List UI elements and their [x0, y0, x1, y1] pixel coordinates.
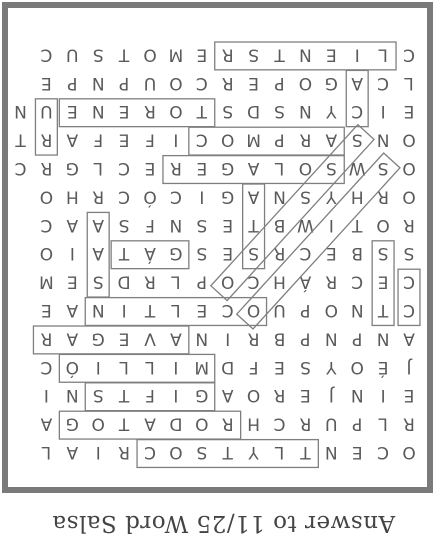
grid-letter: S [377, 243, 389, 264]
grid-letter: P [300, 300, 311, 320]
grid-letter: L [119, 356, 129, 377]
grid-letter: A [66, 129, 79, 150]
grid-letter: E [222, 214, 234, 235]
grid-letter: O [39, 243, 54, 264]
grid-letter: P [196, 271, 207, 292]
grid-letter: L [41, 442, 52, 462]
grid-letter: A [144, 413, 156, 434]
grid-letter: S [300, 356, 311, 377]
grid-letter: O [39, 186, 54, 207]
grid-letter: U [66, 44, 79, 65]
grid-letter: R [221, 44, 234, 65]
grid-letter: F [145, 129, 155, 150]
grid-letter: E [144, 158, 156, 178]
grid-letter: R [118, 442, 131, 462]
grid-letter: E [222, 243, 234, 264]
grid-letter: P [67, 72, 78, 93]
grid-letter: R [92, 186, 105, 207]
grid-letter: O [402, 186, 416, 207]
grid-letter: E [325, 243, 337, 264]
grid-letter: A [66, 442, 79, 462]
grid-letter: O [246, 300, 261, 320]
grid-letter: R [169, 158, 182, 178]
grid-letter: A [247, 186, 260, 207]
grid-letter: S [325, 158, 337, 178]
grid-letter: A [351, 72, 364, 93]
found-word-box [33, 326, 188, 354]
grid-letter: R [40, 328, 53, 349]
grid-letter: N [350, 300, 364, 320]
grid-letter: I [121, 300, 127, 320]
grid-letter: D [117, 271, 131, 292]
grid-letter: H [247, 413, 260, 434]
grid-letter: D [221, 356, 235, 377]
grid-letter: O [402, 442, 416, 462]
grid-letter: C [40, 214, 53, 235]
grid-letter: L [145, 356, 155, 377]
grid-letter: H [65, 186, 79, 207]
grid-letter: V [144, 328, 156, 349]
grid-letter: A [66, 214, 79, 235]
grid-letter: E [403, 101, 415, 122]
grid-letter: A [325, 129, 338, 150]
grid-letter: I [95, 356, 101, 377]
grid-letter: T [118, 243, 130, 264]
grid-letter: C [118, 186, 131, 207]
grid-letter: U [40, 101, 53, 122]
grid-letter: C [377, 442, 390, 462]
grid-letter: E [300, 385, 311, 406]
grid-letter: W [348, 158, 366, 178]
grid-letter: F [145, 385, 155, 406]
grid-letter: C [195, 129, 208, 150]
grid-letter: T [248, 214, 259, 235]
grid-letter: T [118, 385, 130, 406]
grid-letter: G [65, 158, 79, 178]
grid-letter: C [40, 44, 53, 65]
grid-letter: R [403, 413, 415, 434]
grid-letter: E [377, 271, 389, 292]
found-word-box [59, 99, 214, 127]
grid-letter: N [91, 72, 105, 93]
grid-letter: P [274, 72, 285, 93]
grid-letter: N [91, 101, 105, 122]
grid-letter: S [351, 129, 363, 150]
grid-letter: E [403, 385, 415, 406]
grid-letter: Y [326, 356, 337, 377]
grid-letter: N [324, 442, 338, 462]
grid-letter: I [380, 385, 386, 406]
grid-letter: G [91, 328, 105, 349]
grid-letter: E [196, 158, 208, 178]
grid-letter: Á [144, 243, 156, 264]
grid-letter: B [273, 328, 286, 349]
grid-letter: P [118, 72, 130, 93]
grid-letter: E [66, 101, 78, 122]
grid-letter: L [378, 44, 388, 65]
grid-letter: C [299, 243, 312, 264]
grid-letter: F [145, 214, 155, 235]
grid-letter: R [144, 271, 156, 292]
grid-letter: E [41, 72, 52, 93]
grid-letter: G [221, 186, 235, 207]
grid-letter: G [221, 158, 235, 178]
grid-letter: N [273, 186, 286, 207]
grid-letter: C [195, 72, 208, 93]
grid-letter: E [196, 300, 208, 320]
grid-letter: C [377, 72, 390, 93]
grid-letter: N [350, 385, 364, 406]
grid-letter: C [403, 271, 415, 292]
found-word-box-diagonal [211, 125, 374, 301]
grid-letter: É [377, 356, 389, 377]
grid-letter: S [196, 442, 208, 462]
grid-letter: O [298, 158, 313, 178]
grid-letter: R [325, 271, 338, 292]
grid-letter: T [222, 442, 233, 462]
grid-letter: E [118, 129, 130, 150]
grid-letter: O [376, 214, 390, 235]
grid-letter: R [144, 101, 156, 122]
grid-letter: L [404, 72, 414, 93]
grid-letter: N [14, 101, 27, 122]
grid-letter: A [170, 328, 182, 349]
grid-letter: C [247, 271, 260, 292]
grid-letter: O [195, 413, 209, 434]
grid-letter: R [40, 158, 53, 178]
grid-letter: T [118, 413, 130, 434]
grid-letter: T [377, 300, 389, 320]
grid-letter: W [296, 214, 314, 235]
grid-letter: B [273, 214, 286, 235]
grid-letter: S [196, 214, 208, 235]
grid-letter: S [92, 271, 104, 292]
grid-letter: I [199, 186, 205, 207]
grid-letter: S [377, 158, 389, 178]
grid-letter: P [352, 328, 363, 349]
grid-letter: S [274, 101, 285, 122]
grid-letter: R [403, 214, 415, 235]
grid-letter: I [328, 214, 334, 235]
grid-letter: C [169, 186, 182, 207]
grid-letter: O [298, 72, 313, 93]
grid-letter: F [248, 356, 259, 377]
grid-letter: L [171, 300, 181, 320]
grid-letter: O [169, 101, 183, 122]
grid-letter: O [143, 44, 157, 65]
grid-letter: L [171, 271, 181, 292]
grid-letter: A [403, 328, 415, 349]
grid-letter: O [169, 72, 183, 93]
grid-letter: S [92, 44, 104, 65]
grid-letter: S [300, 186, 311, 207]
grid-letter: C [403, 300, 415, 320]
grid-letter: S [118, 214, 130, 235]
grid-letter: C [351, 101, 364, 122]
grid-letter: N [299, 101, 312, 122]
grid-letter: I [69, 243, 75, 264]
grid-letter: R [221, 72, 234, 93]
grid-letter: U [143, 72, 157, 93]
grid-letter: G [169, 243, 183, 264]
grid-letter: N [376, 129, 390, 150]
grid-letter: T [196, 101, 207, 122]
grid-letter: T [144, 300, 156, 320]
grid-letter: A [221, 385, 234, 406]
grid-letter: S [248, 243, 259, 264]
grid-letter: S [92, 385, 104, 406]
grid-letter: E [248, 72, 259, 93]
found-word-box [59, 354, 214, 382]
grid-letter: E [196, 44, 208, 65]
grid-letter: O [221, 271, 235, 292]
grid-letter: N [65, 385, 79, 406]
grid-letter: A [247, 158, 260, 178]
grid-letter: I [95, 442, 101, 462]
grid-letter: P [274, 129, 285, 150]
grid-letter: C [144, 442, 156, 462]
grid-letter: A [66, 300, 79, 320]
grid-letter: R [40, 129, 53, 150]
grid-letter: N [324, 328, 338, 349]
grid-letter: S [403, 243, 415, 264]
grid-letter: N [376, 328, 390, 349]
grid-letter: D [247, 101, 261, 122]
grid-letter: C [118, 158, 131, 178]
grid-letter: Ó [65, 356, 79, 377]
grid-letter: C [273, 413, 286, 434]
grid-letter: U [325, 413, 338, 434]
grid-letter: O [324, 300, 338, 320]
grid-letter: E [41, 300, 52, 320]
grid-letter: Á [299, 271, 312, 292]
grid-letter: T [15, 129, 26, 150]
grid-letter: A [66, 328, 79, 349]
grid-letter: N [169, 214, 183, 235]
grid-letter: O [91, 413, 105, 434]
grid-letter: M [194, 356, 210, 377]
grid-letter: Y [326, 101, 337, 122]
grid-letter: C [14, 158, 27, 178]
grid-letter: O [169, 442, 183, 462]
grid-letter: S [196, 243, 208, 264]
grid-letter: L [93, 158, 103, 178]
grid-letter: M [168, 44, 184, 65]
grid-letter: O [402, 129, 416, 150]
grid-letter: A [92, 214, 105, 235]
grid-letter: O [350, 356, 364, 377]
grid-letter: T [300, 442, 311, 462]
grid-letter: I [43, 385, 49, 406]
grid-letter: O [221, 129, 235, 150]
grid-letter: Y [248, 442, 259, 462]
grid-letter: R [273, 243, 286, 264]
grid-letter: E [274, 356, 285, 377]
grid-letter: C [221, 300, 234, 320]
grid-letter: N [299, 44, 312, 65]
grid-letter: Y [326, 186, 337, 207]
grid-letter: A [92, 243, 105, 264]
grid-letter: S [222, 101, 234, 122]
grid-letter: O [246, 385, 261, 406]
grid-letter: O [402, 158, 416, 178]
grid-letter: J [328, 385, 334, 406]
grid-letter: H [273, 271, 286, 292]
found-word-box [189, 127, 344, 155]
grid-letter: I [225, 328, 231, 349]
grid-letter: R [299, 129, 312, 150]
grid-letter: I [173, 356, 179, 377]
grid-letter: L [378, 413, 388, 434]
grid-letter: T [118, 44, 130, 65]
grid-letter: M [246, 129, 261, 150]
grid-letter: F [93, 129, 104, 150]
grid-letter: I [354, 44, 360, 65]
grid-letter: R [247, 328, 260, 349]
grid-letter: C [40, 356, 53, 377]
grid-letter: G [324, 72, 338, 93]
grid-letter: P [300, 328, 311, 349]
grid-letter: T [274, 44, 285, 65]
grid-letter: R [377, 186, 390, 207]
grid-letter: M [39, 271, 54, 292]
grid-letter: H [350, 186, 364, 207]
grid-letter: T [352, 214, 363, 235]
grid-letter: G [65, 413, 79, 434]
grid-letter: R [273, 385, 286, 406]
grid-letter: J [406, 356, 412, 377]
grid-letter: E [118, 101, 130, 122]
caption-text: Answer to 11/25 Word Salsa [51, 510, 396, 536]
grid-letter: B [351, 243, 364, 264]
grid-letter: C [351, 271, 364, 292]
grid-letter: I [380, 101, 386, 122]
grid-letter: A [40, 413, 53, 434]
grid-letter: L [274, 158, 285, 178]
grid-letter: R [221, 413, 234, 434]
grid-letter: G [195, 385, 209, 406]
grid-letter: N [91, 300, 105, 320]
grid-letter: N [195, 328, 209, 349]
grid-letter: I [173, 385, 179, 406]
grid-letter: D [169, 413, 183, 434]
grid-letter: E [351, 442, 363, 462]
grid-letter: Ó [143, 186, 157, 207]
grid-letter: L [274, 442, 285, 462]
grid-letter: R [299, 413, 312, 434]
grid-letter: S [248, 44, 259, 65]
grid-letter: E [325, 44, 337, 65]
grid-letter: U [273, 300, 286, 320]
grid-letter: P [352, 413, 363, 434]
grid-letter: E [66, 271, 78, 292]
grid-letter: C [403, 44, 415, 65]
grid-letter: I [173, 129, 179, 150]
grid-letter: E [118, 328, 130, 349]
